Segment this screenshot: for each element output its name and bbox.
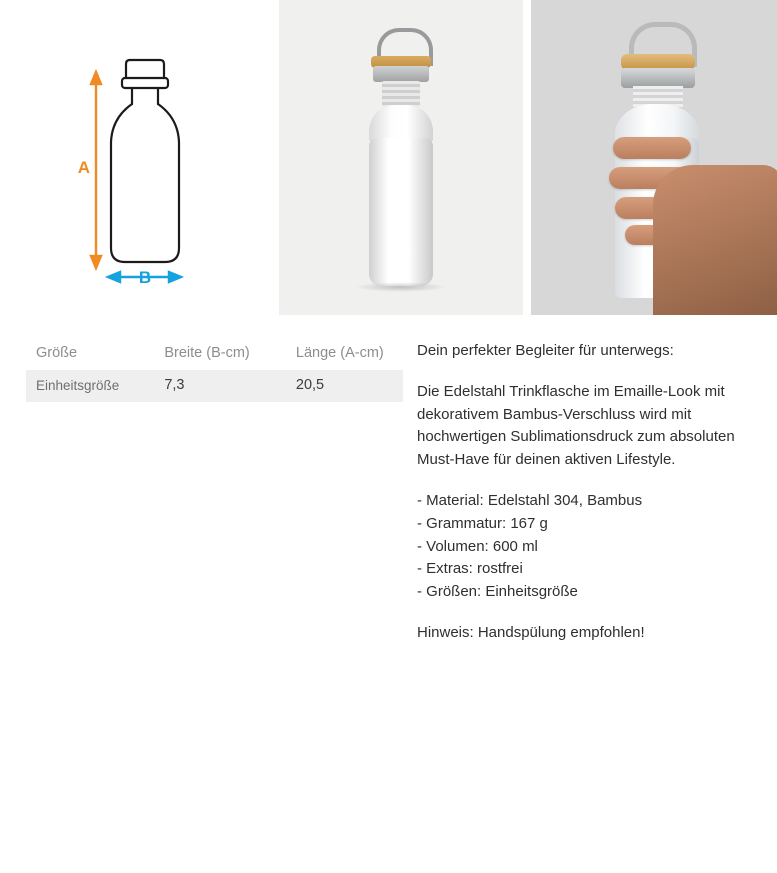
size-table [26,338,403,402]
size-diagram-panel [0,0,278,315]
product-photo-studio [279,0,523,315]
bottle-neck-threads [382,81,420,107]
size-table-header-row [26,338,403,370]
description-body: Die Edelstahl Trinkflasche im Emaille-Look mit dekorativem Bambus-Verschluss wird mit hochwertigen Sublimationsdruck zum absoluten Must-Have für deinen aktiven Lifestyle. [417,382,735,469]
table-row [26,370,403,402]
hand-illustration [607,115,777,315]
size-table-header-size: Größe [26,338,154,370]
list-item: - Material: Edelstahl 304, Bambus [417,491,643,509]
product-photo-in-hand [531,0,777,315]
finger-index [613,137,691,159]
steel-collar [373,66,429,82]
size-table-header-length: Länge (A-cm) [286,338,403,370]
palm [653,165,777,315]
description-intro: Dein perfekter Begleiter für unterwegs: [417,342,674,359]
list-item: - Grammatur: 167 g [417,514,548,532]
bottle-illustration-studio [351,28,451,288]
diagram-height-label: A [77,158,90,177]
size-cell-width: 7,3 [154,370,286,402]
list-item: - Extras: rostfrei [417,560,523,578]
description-specs-list [417,490,757,604]
bottle-shadow [355,282,447,292]
size-cell-name: Einheitsgröße [26,370,154,402]
list-item: - Größen: Einheitsgröße [417,583,578,601]
list-item: - Volumen: 600 ml [417,537,538,555]
bottle-measurement-diagram [0,0,278,315]
product-media-row [0,0,777,315]
description-note: Hinweis: Handspülung empfohlen! [417,623,645,641]
size-table-header-width: Breite (B-cm) [154,338,286,370]
size-cell-length: 20,5 [286,370,403,402]
product-description [417,340,757,645]
diagram-width-label: B [138,268,152,287]
bottle-body [369,138,433,286]
steel-collar [621,68,695,88]
